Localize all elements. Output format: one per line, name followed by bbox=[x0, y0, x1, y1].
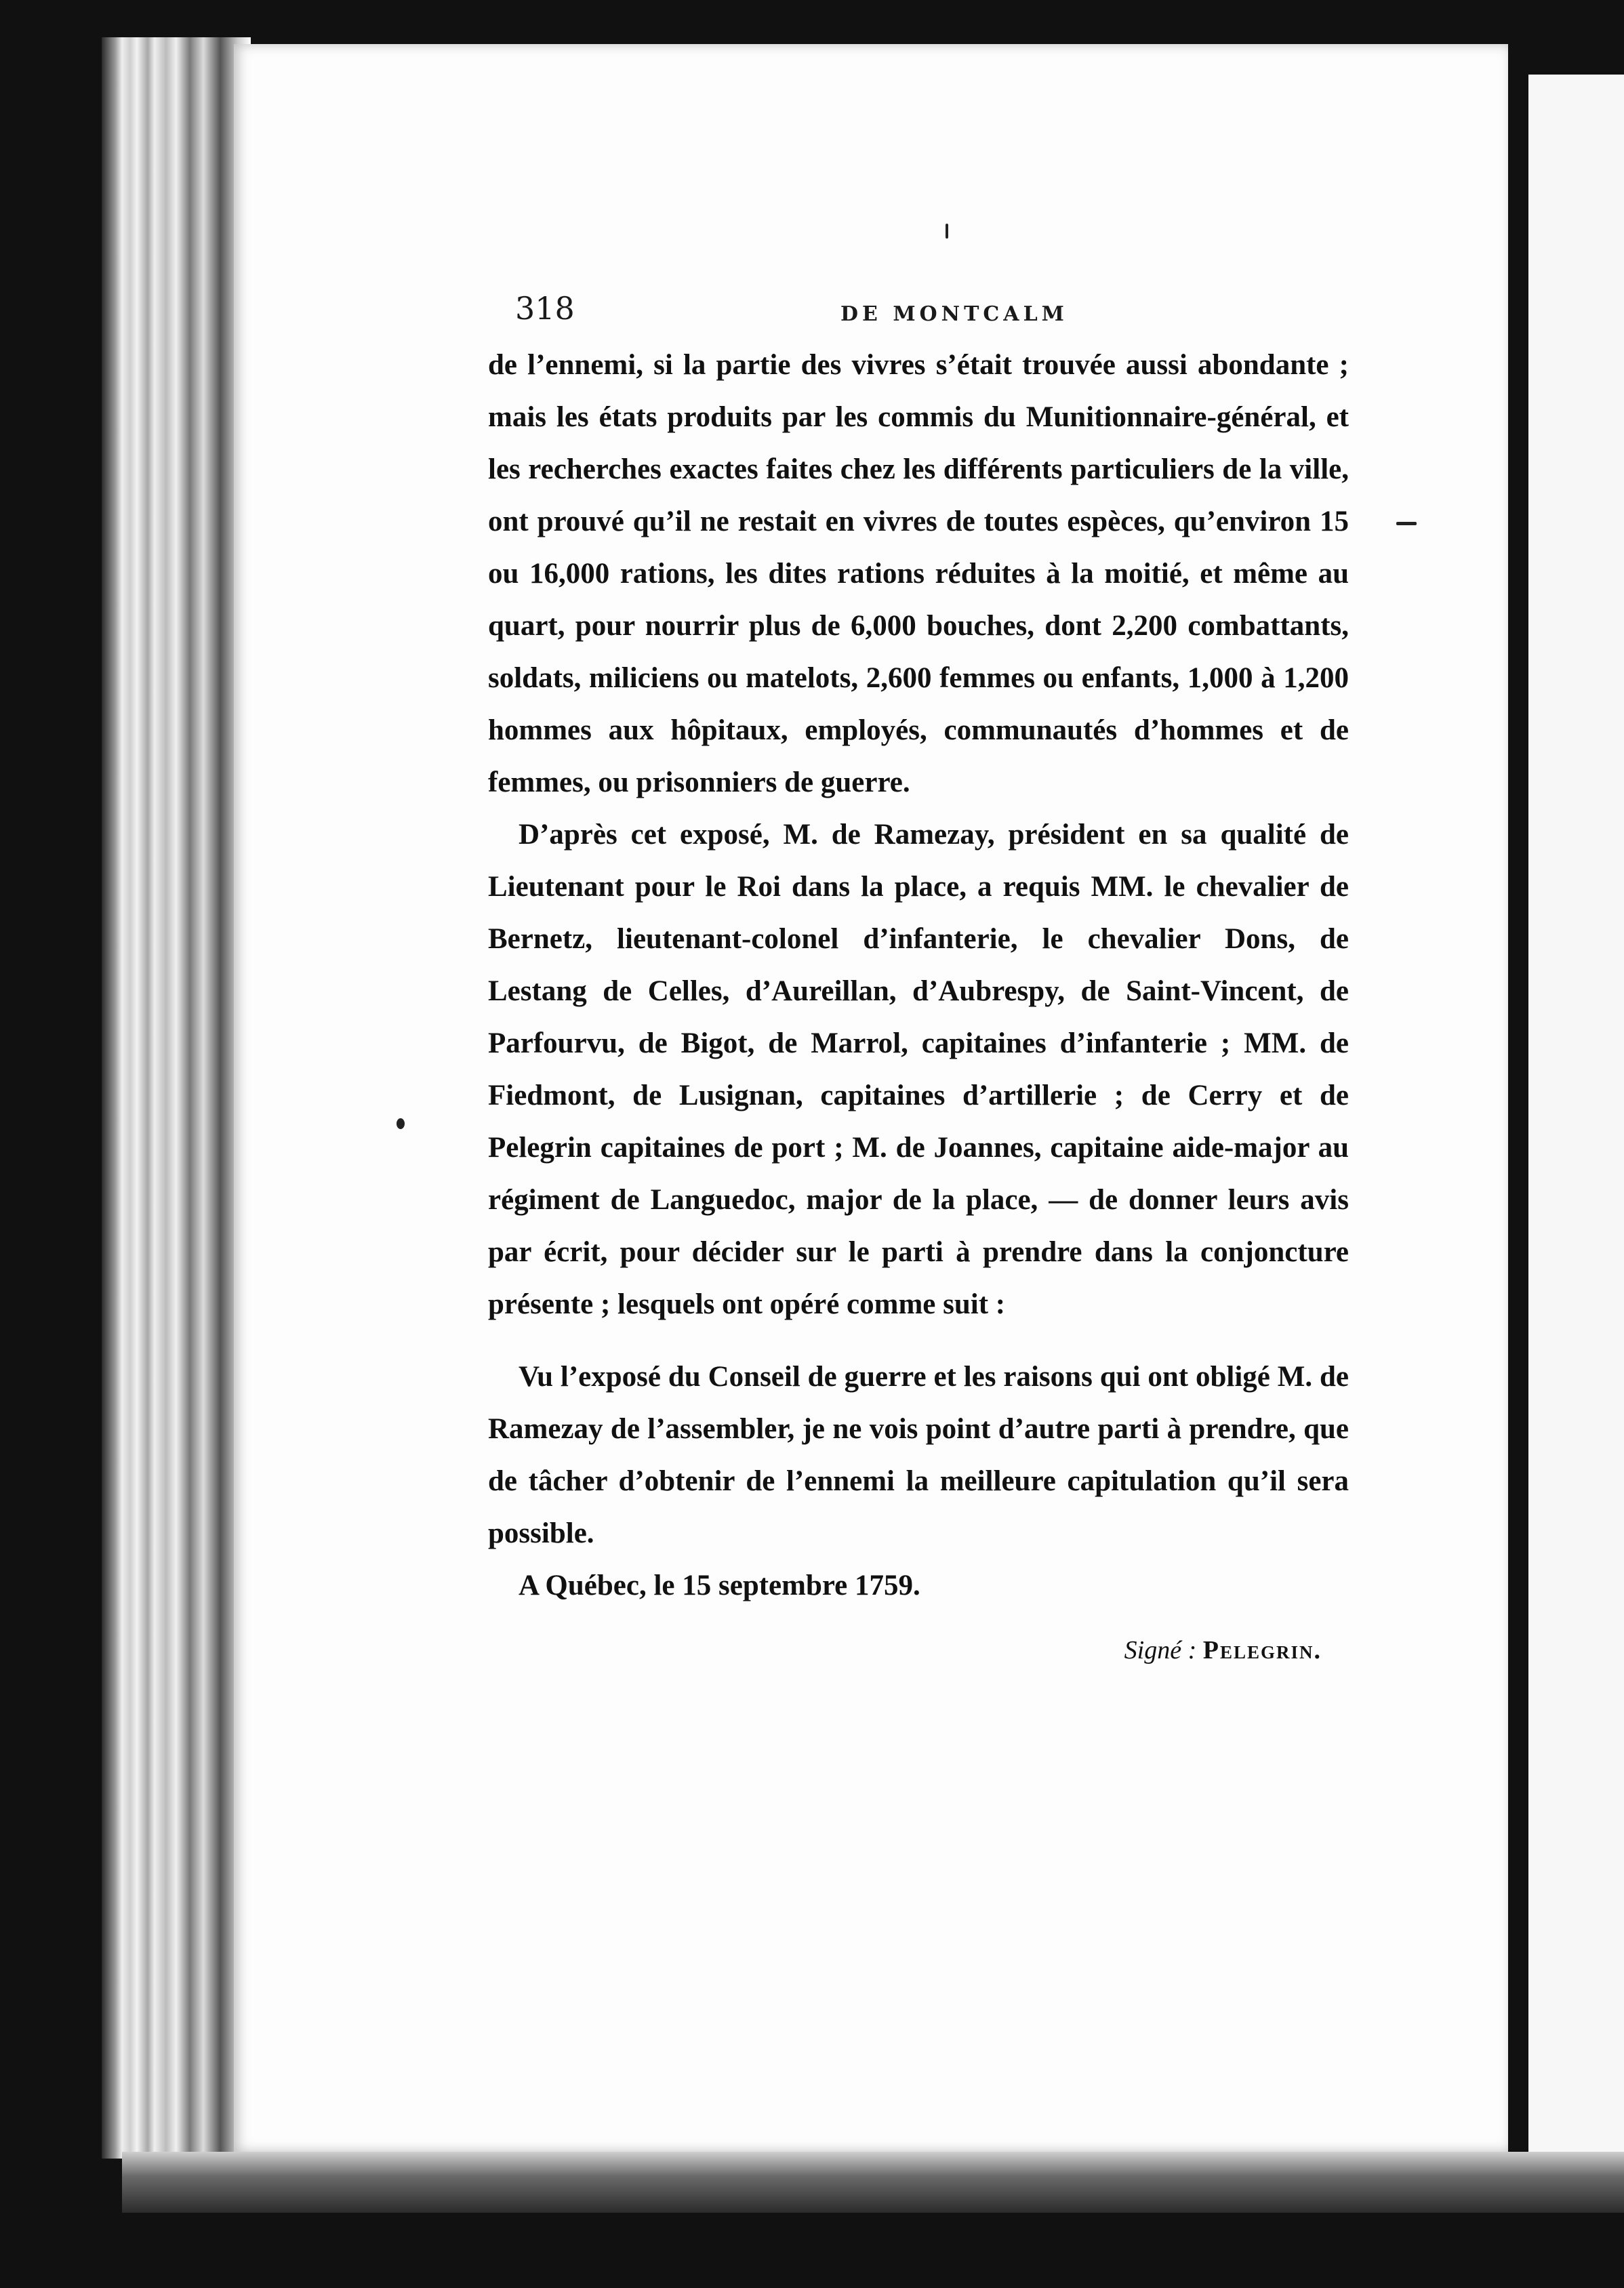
signature-line bbox=[488, 1627, 1349, 1674]
paragraph: Vu l’exposé du Conseil de guerre et les raisons qui ont obligé M. de Ramezay de l’assembler, je ne vois point d’autre parti à prendre, que de tâcher d’obtenir de l’ennemi la meilleure capitulation qu’il sera possible. bbox=[488, 1361, 1349, 1549]
running-head bbox=[488, 278, 1349, 339]
scan-speck bbox=[1396, 522, 1417, 525]
scan-speck bbox=[946, 224, 948, 239]
body-text bbox=[488, 339, 1349, 1612]
book-page-edges bbox=[102, 37, 251, 2159]
scan-speck bbox=[397, 1118, 405, 1129]
signature-name: Pelegrin. bbox=[1202, 1636, 1322, 1664]
signature-label: Signé : bbox=[1124, 1636, 1197, 1664]
paragraph: D’après cet exposé, M. de Ramezay, président en sa qualité de Lieutenant pour le Roi dans la place, a requis MM. le chevalier de Bernetz, lieutenant-colonel d’infanterie, le chevalier Dons, de Lestang de Celles, d’Aureillan, d’Aubrespy, de Saint-Vincent, de Parfourvu, de Bigot, de Marrol, capitaines d’infanterie ; MM. de Fiedmont, de Lusignan, capitaines d’artillerie ; de Cerry et de Pelegrin capitaines de port ; M. de Joannes, capitaine aide-major au régiment de Languedoc, major de la place, — de donner leurs avis par écrit, pour décider sur le parti à prendre dans la conjoncture présente ; lesquels ont opéré comme suit : bbox=[488, 819, 1349, 1320]
page-content bbox=[488, 278, 1349, 1674]
book-bottom-edge bbox=[122, 2152, 1624, 2213]
running-title: DE MONTCALM bbox=[840, 302, 1068, 326]
page-number: 318 bbox=[515, 290, 575, 327]
facing-page-edge bbox=[1528, 75, 1624, 2155]
paragraph: A Québec, le 15 septembre 1759. bbox=[519, 1570, 920, 1601]
paragraph: de l’ennemi, si la partie des vivres s’était trouvée aussi abondante ; mais les états produits par les commis du Munitionnaire-général, et les recherches exactes faites chez les différents particuliers de la ville, ont prouvé qu’il ne restait en vivres de toutes espèces, qu’environ 15 ou 16,000 rations, les dites rations réduites à la moitié, et même au quart, pour nourrir plus de 6,000 bouches, dont 2,200 combattants, soldats, miliciens ou matelots, 2,600 femmes ou enfants, 1,000 à 1,200 hommes aux hôpitaux, employés, communautés d’hommes et de femmes, ou prisonniers de guerre. bbox=[488, 349, 1349, 798]
